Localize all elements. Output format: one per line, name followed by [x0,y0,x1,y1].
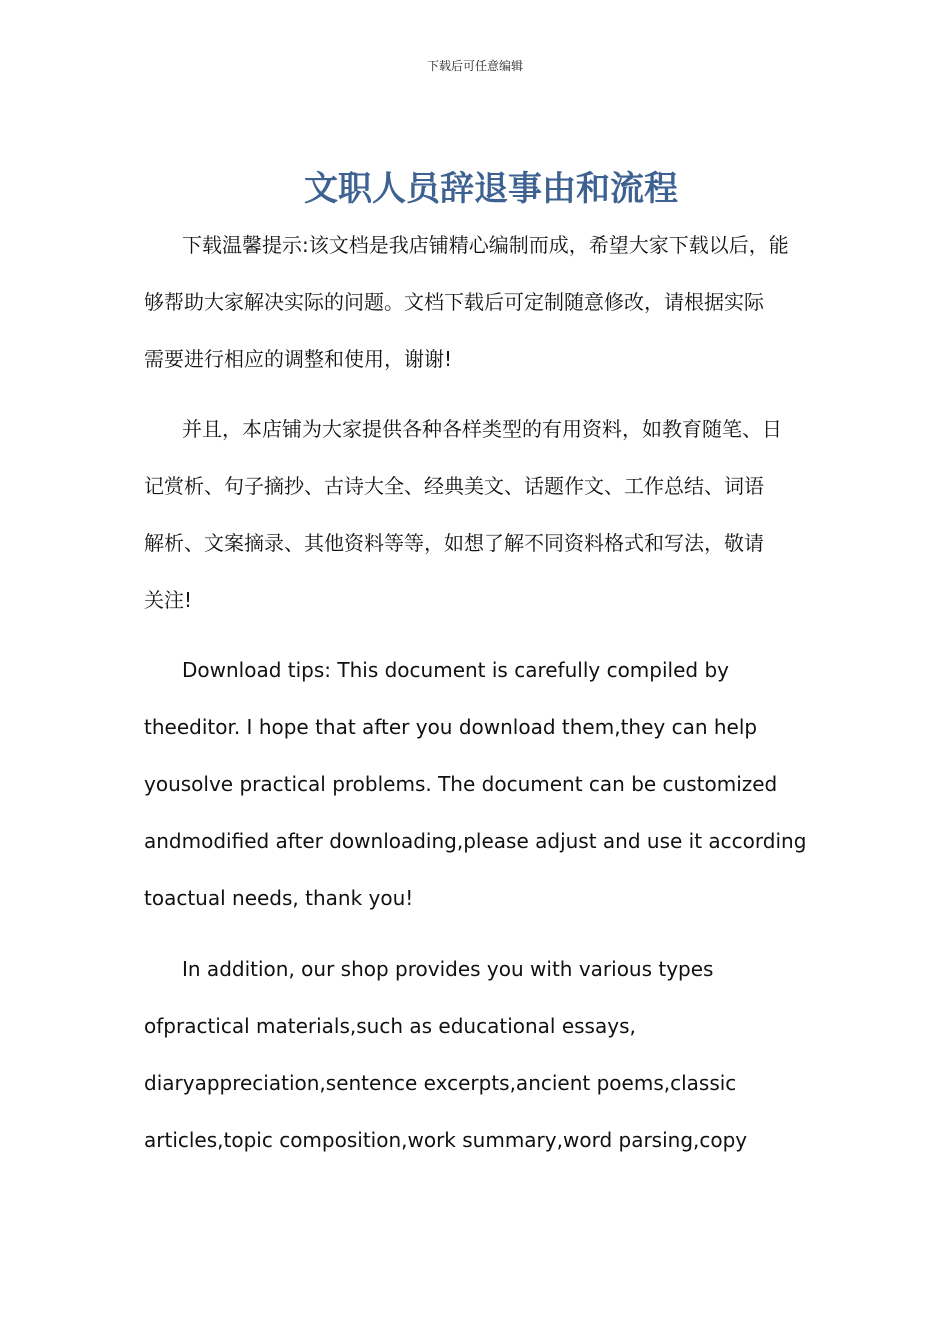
paragraph-line: 需要进行相应的调整和使用，谢谢! [144,347,453,371]
paragraph-line: theeditor. I hope that after you download them,they can help [144,715,758,739]
paragraph-line: toactual needs, thank you! [144,886,414,910]
paragraph-line: 记赏析、句子摘抄、古诗大全、经典美文、话题作文、工作总结、词语 [144,474,764,498]
paragraph-shop-info-en [144,941,809,1169]
paragraph-shop-info-zh [144,401,809,629]
paragraph-line: 关注! [144,588,193,612]
paragraph-line: 够帮助大家解决实际的问题。文档下载后可定制随意修改，请根据实际 [144,290,764,314]
paragraph-line: articles,topic composition,work summary,word parsing,copy [144,1128,748,1152]
paragraph-line: Download tips: This document is carefully compiled by [182,658,729,682]
paragraph-download-tip-zh [144,217,809,388]
paragraph-line: 下载温馨提示:该文档是我店铺精心编制而成，希望大家下载以后，能 [182,233,789,257]
page-header: 下载后可任意编辑 [426,59,523,73]
paragraph-download-tip-en [144,642,809,927]
paragraph-line: andmodified after downloading,please adjust and use it according [144,829,807,853]
paragraph-line: diaryappreciation,sentence excerpts,ancient poems,classic [144,1071,737,1095]
paragraph-line: ofpractical materials,such as educational essays, [144,1014,636,1038]
paragraph-line: In addition, our shop provides you with various types [182,957,714,981]
paragraph-line: 并且，本店铺为大家提供各种各样类型的有用资料，如教育随笔、日 [182,417,782,441]
paragraph-line: 解析、文案摘录、其他资料等等，如想了解不同资料格式和写法，敬请 [144,531,764,555]
document-title: 文职人员辞退事由和流程 [304,169,678,209]
paragraph-line: yousolve practical problems. The document can be customized [144,772,778,796]
